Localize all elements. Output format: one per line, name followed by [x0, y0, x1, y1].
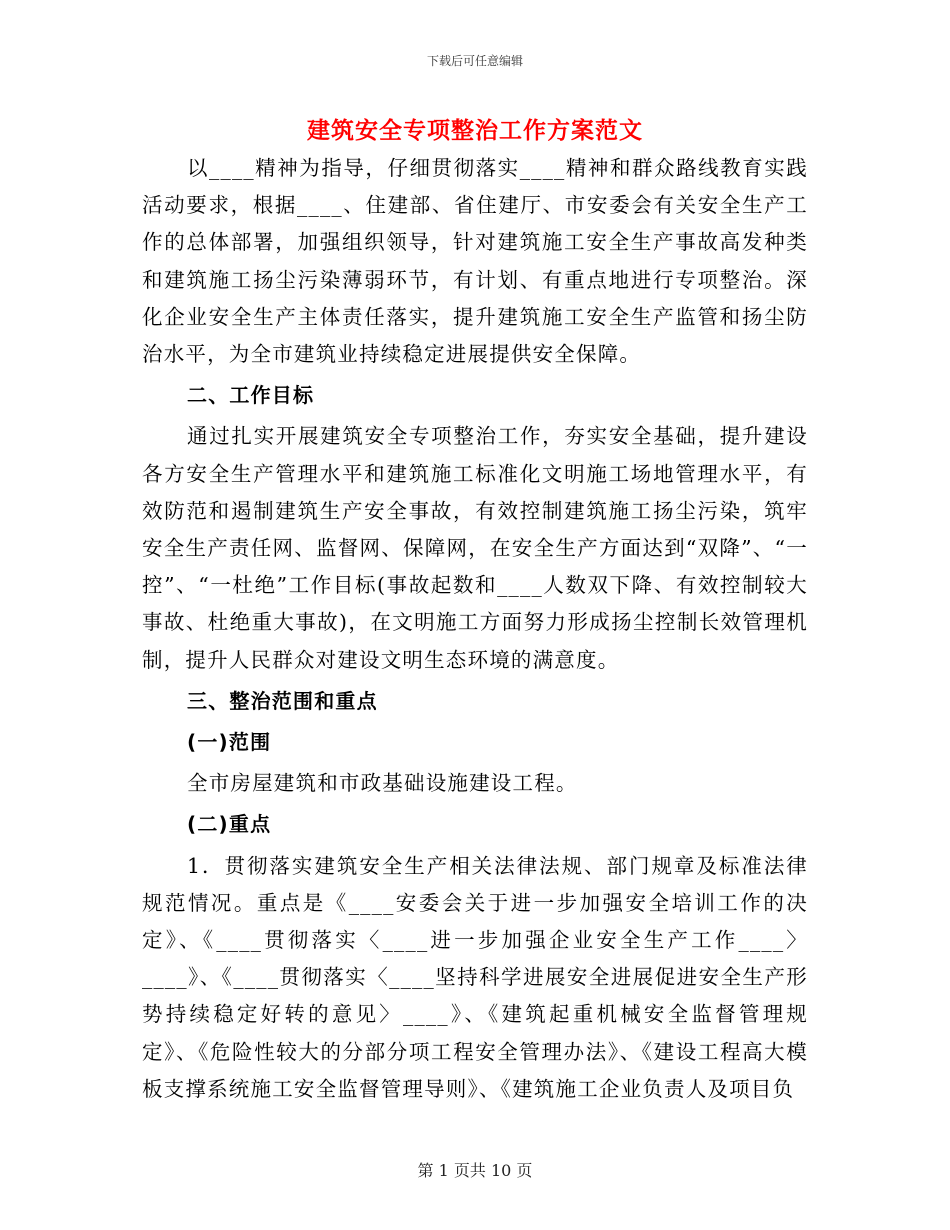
document-title: 建筑安全专项整治工作方案范文 [307, 118, 643, 144]
document-body [142, 150, 808, 1108]
section-heading-goal: 二、工作目标 [187, 383, 315, 408]
scope-paragraph: 全市房屋建筑和市政基础设施建设工程。 [187, 771, 578, 796]
goal-paragraph: 通过扎实开展建筑安全专项整治工作，夯实安全基础，提升建设各方安全生产管理水平和建筑施工标准化文明施工场地管理水平，有效防范和遏制建筑生产安全事故，有效控制建筑施工扬尘污染，筑牢安全生产责任网、监督网、保障网，在安全生产方面达到“双降”、“一控”、“一杜绝”工作目标(事故起数和____人数双下降、有效控制较大事故、杜绝重大事故)，在文明施工方面努力形成扬尘控制长效管理机制，提升人民群众对建设文明生态环境的满意度。 [142, 424, 808, 672]
page-number-footer: 第 1 页共 10 页 [417, 1161, 533, 1180]
sub-heading-focus: (二)重点 [187, 812, 272, 837]
intro-paragraph: 以____精神为指导，仔细贯彻落实____精神和群众路线教育实践活动要求，根据____、住建部、省住建厅、市安委会有关安全生产工作的总体部署，加强组织领导，针对建筑施工安全生产事故高发种类和建筑施工扬尘污染薄弱环节，有计划、有重点地进行专项整治。深化企业安全生产主体责任落实，提升建筑施工安全生产监管和扬尘防治水平，为全市建筑业持续稳定进展提供安全保障。 [142, 156, 808, 367]
sub-heading-scope: (一)范围 [187, 730, 272, 755]
section-heading-scope: 三、整治范围和重点 [187, 688, 378, 713]
page-header-note: 下载后可任意编辑 [426, 54, 523, 68]
focus-paragraph: 1．贯彻落实建筑安全生产相关法律法规、部门规章及标准法律规范情况。重点是《____安委会关于进一步加强安全培训工作的决定》、《____贯彻落实〈____进一步加强企业安全生产工作____〉____》、《____贯彻落实〈____坚持科学进展安全进展促进安全生产形势持续稳定好转的意见〉____》、《建筑起重机械安全监督管理规定》、《危险性较大的分部分项工程安全管理办法》、《建设工程高大模板支撑系统施工安全监督管理导则》、《建筑施工企业负责人及项目负 [142, 853, 808, 1101]
